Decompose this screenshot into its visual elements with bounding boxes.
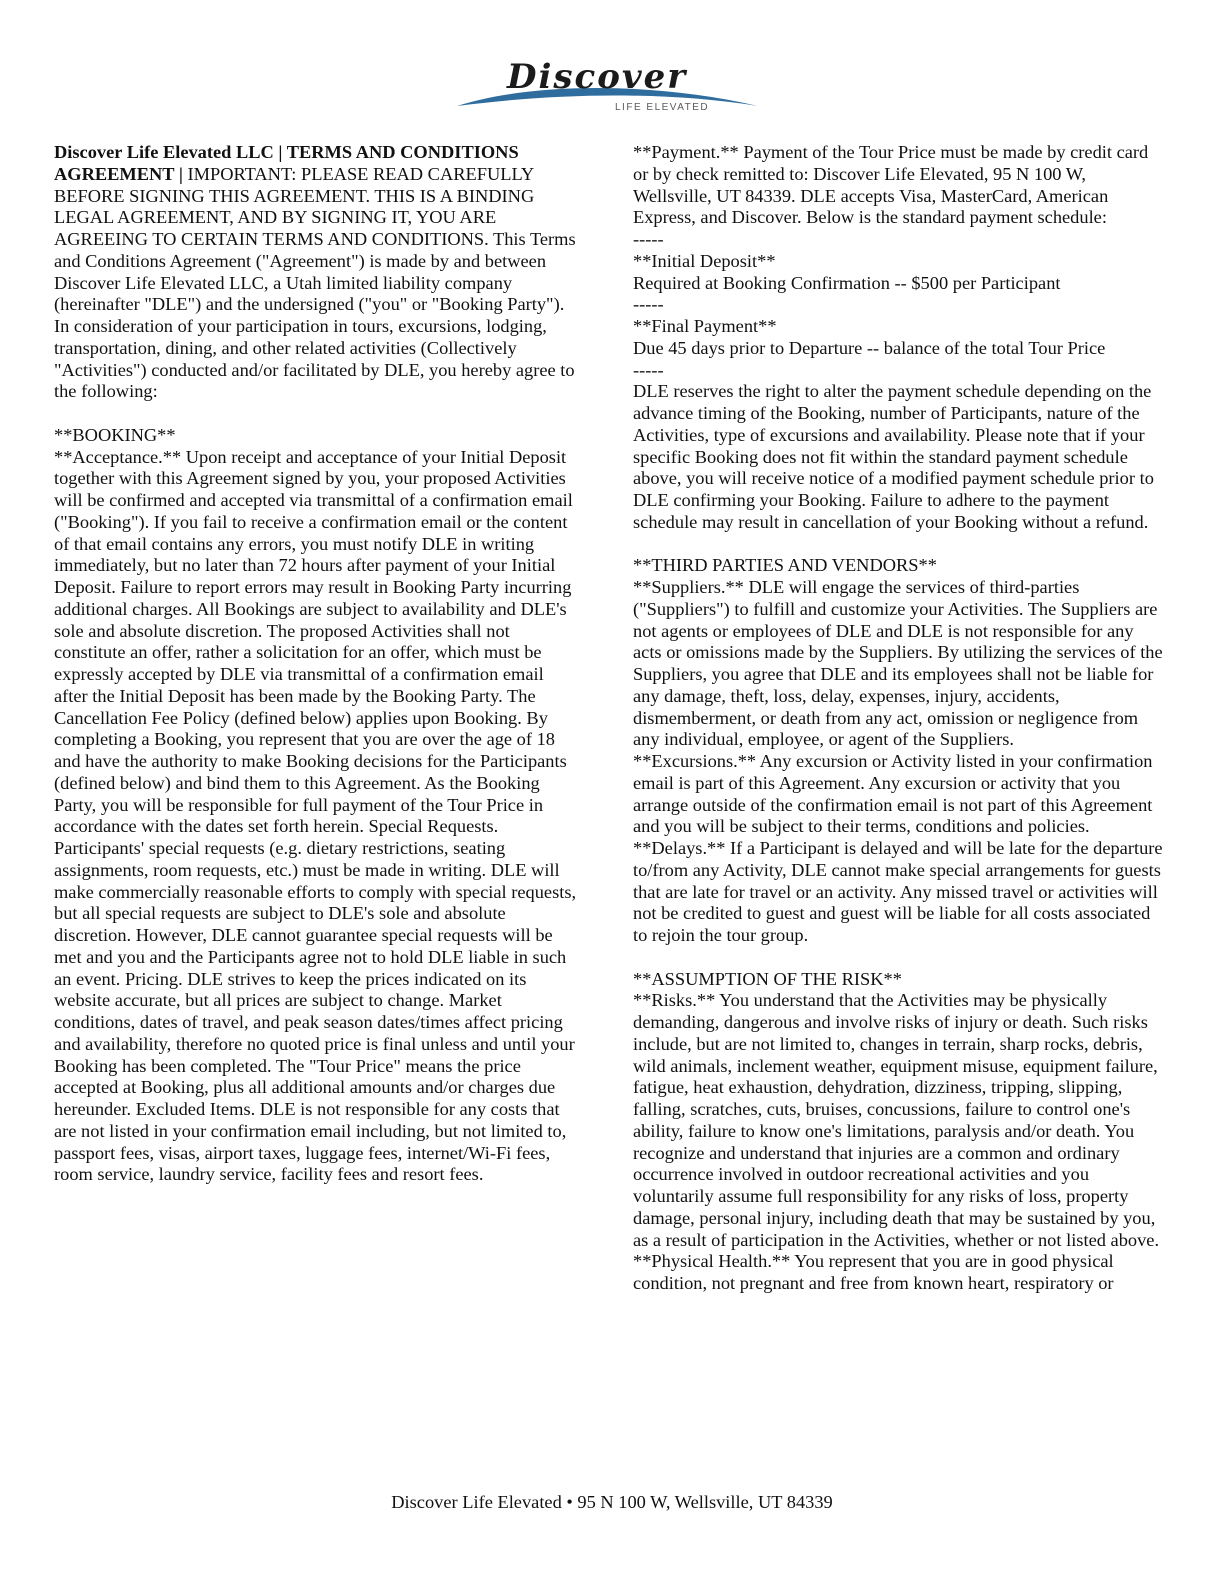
separator: -----	[633, 359, 664, 380]
delays-paragraph: **Delays.** If a Participant is delayed and will be late for the departure to/from any Activity, DLE cannot make special arrangements for guests that are late for travel or an activity. Any missed travel or activities will not be credited to guest and guest will be liable for all costs associated to rejoin the tour group.	[633, 838, 1163, 945]
schedule-note-paragraph: DLE reserves the right to alter the payment schedule depending on the advance timing of the Booking, number of Participants, nature of the Activities, type of excursions and availability. Please note that if your specific Booking does not fit within the standard payment schedule above, you will receive notice of a modified payment schedule prior to DLE confirming your Booking. Failure to adhere to the payment schedule may result in cancellation of your Booking without a refund.	[633, 381, 1154, 532]
discover-logo	[455, 50, 760, 116]
physical-health-paragraph: **Physical Health.** You represent that you are in good physical condition, not pregnant and free from known heart, respiratory or	[633, 1251, 1114, 1293]
final-payment-heading: **Final Payment**	[633, 316, 777, 336]
agreement-title: Discover Life Elevated LLC | TERMS AND CONDITIONS AGREEMENT |	[54, 142, 519, 184]
excursions-paragraph: **Excursions.** Any excursion or Activity listed in your confirmation email is part of this Agreement. Any excursion or activity that you arrange outside of the confirmation email is not part of this Agreement and you will be subject to their terms, conditions and policies.	[633, 751, 1153, 837]
final-payment-text: Due 45 days prior to Departure -- balance of the total Tour Price	[633, 337, 1106, 358]
logo-tagline: LIFE ELEVATED	[615, 102, 710, 113]
logo-wordmark: Discover	[507, 57, 688, 97]
assumption-of-risk-heading: **ASSUMPTION OF THE RISK**	[633, 968, 902, 989]
separator: -----	[633, 294, 664, 315]
right-column	[633, 142, 1163, 1295]
separator: -----	[633, 229, 664, 249]
initial-deposit-text: Required at Booking Confirmation -- $500 per Participant	[633, 272, 1061, 293]
risks-paragraph: **Risks.** You understand that the Activities may be physically demanding, dangerous and involve risks of injury or death. Such risks include, but are not limited to, changes in terrain, sharp rocks, debris, wild animals, inclement weather, equipment misuse, equipment failure, fatigue, heat exhaustion, dehydration, dizziness, tripping, slipping, falling, scratches, cuts, bruises, concussions, failure to control one's ability, failure to know one's limitations, paralysis and/or death. You recognize and understand that injuries are a common and ordinary occurrence involved in outdoor recreational activities and you voluntarily assume full responsibility for any risks of loss, property damage, personal injury, including death that may be sustained by you, as a result of participation in the Activities, whether or not listed above.	[633, 990, 1160, 1250]
left-column	[54, 142, 580, 1186]
intro-paragraph	[54, 142, 580, 403]
suppliers-paragraph: **Suppliers.** DLE will engage the services of third-parties ("Suppliers") to fulfill and customize your Activities. The Suppliers are not agents or employees of DLE and DLE is not responsible for any acts or omissions made by the Suppliers. By utilizing the services of the Suppliers, you agree that DLE and its employees shall not be liable for any damage, theft, loss, delay, expenses, injury, accidents, dismemberment, or death from any act, omission or negligence from any individual, employee, or agent of the Suppliers.	[633, 577, 1163, 750]
initial-deposit-heading: **Initial Deposit**	[633, 250, 776, 271]
payment-paragraph: **Payment.** Payment of the Tour Price must be made by credit card or by check remitted to: Discover Life Elevated, 95 N 100 W, Wellsville, UT 84339. DLE accepts Visa, MasterCard, American Express, and Discover. Below is the standard payment schedule:	[633, 142, 1149, 228]
acceptance-paragraph: **Acceptance.** Upon receipt and acceptance of your Initial Deposit together with this Agreement signed by you, your proposed Activities will be confirmed and accepted via transmittal of a confirmation email ("Booking"). If you fail to receive a confirmation email or the content of that email contains any errors, you must notify DLE in writing immediately, but no later than 72 hours after payment of your Initial Deposit. Failure to report errors may result in Booking Party incurring additional charges. All Bookings are subject to availability and DLE's sole and absolute discretion. The proposed Activities shall not constitute an offer, rather a solicitation for an offer, which must be expressly accepted by DLE via transmittal of a confirmation email after the Initial Deposit has been made by the Booking Party. The Cancellation Fee Policy (defined below) applies upon Booking. By completing a Booking, you represent that you are over the age of 18 and have the authority to make Booking decisions for the Participants (defined below) and bind them to this Agreement. As the Booking Party, you will be responsible for full payment of the Tour Price in accordance with the dates set forth herein. Special Requests. Participants' special requests (e.g. dietary restrictions, seating assignments, room requests, etc.) must be made in writing. DLE will make commercially reasonable efforts to comply with special requests, but all special requests are subject to DLE's sole and absolute discretion. However, DLE cannot guarantee special requests will be met and you and the Participants agree not to hold DLE liable in such an event. Pricing. DLE strives to keep the prices indicated on its website accurate, but all prices are subject to change. Market conditions, dates of travel, and peak season dates/times affect pricing and availability, therefore no quoted price is final unless and until your Booking has been completed. The "Tour Price" means the price accepted at Booking, plus all additional amounts and/or charges due hereunder. Excluded Items. DLE is not responsible for any costs that are not listed in your confirmation email including, but not limited to, passport fees, visas, airport taxes, luggage fees, internet/Wi-Fi fees, room service, laundry service, facility fees and resort fees.	[54, 446, 577, 1185]
booking-heading: **BOOKING**	[54, 424, 176, 445]
third-parties-heading: **THIRD PARTIES AND VENDORS**	[633, 555, 937, 576]
page-footer: Discover Life Elevated • 95 N 100 W, Wellsville, UT 84339	[391, 1492, 833, 1512]
intro-text: IMPORTANT: PLEASE READ CAREFULLY BEFORE SIGNING THIS AGREEMENT. THIS IS A BINDING LEGAL AGREEMENT, AND BY SIGNING IT, YOU ARE AGREEING TO CERTAIN TERMS AND CONDITIONS. This Terms and Conditions Agreement ("Agreement") is made by and between Discover Life Elevated LLC, a Utah limited liability company (hereinafter "DLE") and the undersigned ("you" or "Booking Party"). In consideration of your participation in tours, excursions, lodging, transportation, dining, and other related activities (Collectively "Activities") conducted and/or facilitated by DLE, you hereby agree to the following:	[54, 163, 576, 402]
